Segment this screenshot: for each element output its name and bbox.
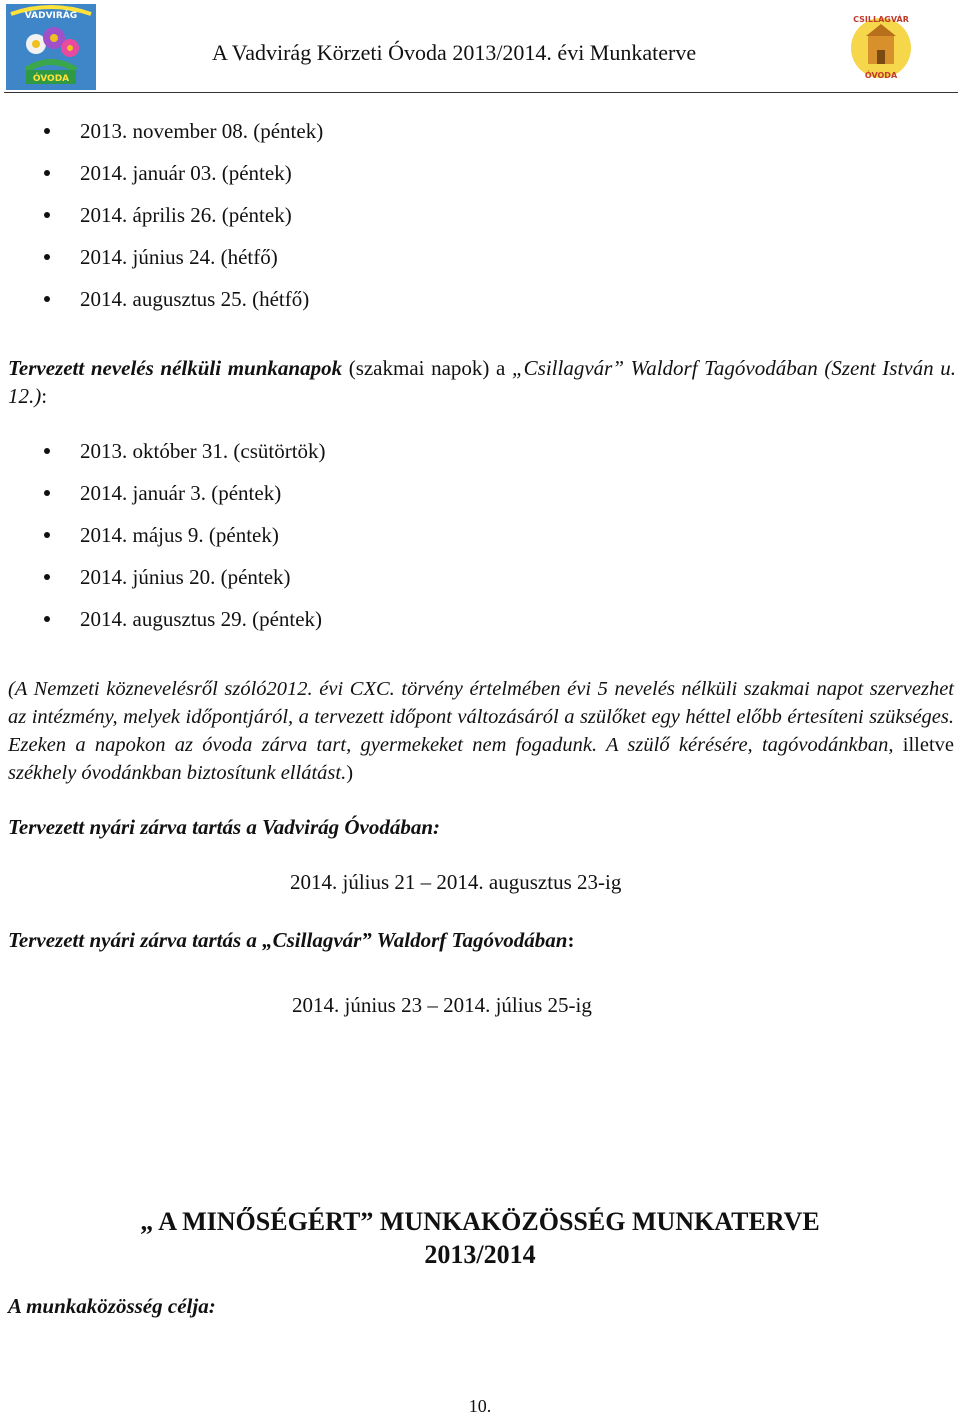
list-item: 2014. május 9. (péntek) <box>40 514 326 556</box>
bullet-icon <box>44 296 50 302</box>
bullet-icon <box>44 616 50 622</box>
closure-dates-list <box>40 110 323 320</box>
csillagvar-logo <box>846 6 916 86</box>
list-item: 2014. augusztus 25. (hétfő) <box>40 278 323 320</box>
list-item: 2014. április 26. (péntek) <box>40 194 323 236</box>
page-number: 10. <box>468 1396 492 1416</box>
bullet-icon <box>44 254 50 260</box>
list-item: 2014. június 24. (hétfő) <box>40 236 323 278</box>
csillagvar-closure-dates: 2014. június 23 – 2014. július 25-ig <box>292 993 592 1017</box>
vadvirag-closure-heading: Tervezett nyári zárva tartás a Vadvirág Óvodában: <box>8 815 441 839</box>
workday-dates-list <box>40 430 326 640</box>
bullet-icon <box>44 448 50 454</box>
section-title: „ A MINŐSÉGÉRT” MUNKAKÖZÖSSÉG MUNKATERVE 2013/2014 <box>140 1207 820 1269</box>
bullet-icon <box>44 128 50 134</box>
svg-text:VADVIRÁG: VADVIRÁG <box>24 11 78 21</box>
bullet-icon <box>44 170 50 176</box>
bullet-icon <box>44 532 50 538</box>
vadvirag-closure-dates: 2014. július 21 – 2014. augusztus 23-ig <box>290 870 622 894</box>
vadvirag-logo <box>6 4 96 90</box>
bullet-icon <box>44 212 50 218</box>
list-item: 2014. január 03. (péntek) <box>40 152 323 194</box>
bullet-icon <box>44 490 50 496</box>
list-item: 2014. június 20. (péntek) <box>40 556 326 598</box>
workday-intro-paragraph: Tervezett nevelés nélküli munkanapok (szakmai napok) a „Csillagvár” Waldorf Tagóvodában (Szent István u. 12.): <box>8 356 956 408</box>
legal-note-paragraph: (A Nemzeti köznevelésről szóló2012. évi CXC. törvény értelmében évi 5 nevelés nélküli szakmai napot szervezhet az intézmény, melyek időpontjáról, a tervezett időpont változásáról a szülőket egy héttel előbb értesíteni szükséges. Ezeken a napokon az óvoda zárva tart, gyermekeket nem fogadunk. A szülő kérésére, tagóvodánkban, illetve székhely óvodánkban biztosítunk ellátást.) <box>8 678 955 784</box>
list-item: 2013. október 31. (csütörtök) <box>40 430 326 472</box>
aim-heading: A munkaközösség célja: <box>8 1294 216 1318</box>
svg-text:ÓVODA: ÓVODA <box>32 74 70 84</box>
list-item: 2014. augusztus 29. (péntek) <box>40 598 326 640</box>
header-divider <box>4 92 958 93</box>
svg-text:CSILLAGVÁR: CSILLAGVÁR <box>853 15 909 24</box>
svg-text:ÓVODA: ÓVODA <box>864 71 898 80</box>
list-item: 2013. november 08. (péntek) <box>40 110 323 152</box>
document-header-title: A Vadvirág Körzeti Óvoda 2013/2014. évi Munkaterve <box>212 40 697 65</box>
csillagvar-closure-heading: Tervezett nyári zárva tartás a „Csillagvár” Waldorf Tagóvodában: <box>8 928 575 952</box>
list-item: 2014. január 3. (péntek) <box>40 472 326 514</box>
bullet-icon <box>44 574 50 580</box>
